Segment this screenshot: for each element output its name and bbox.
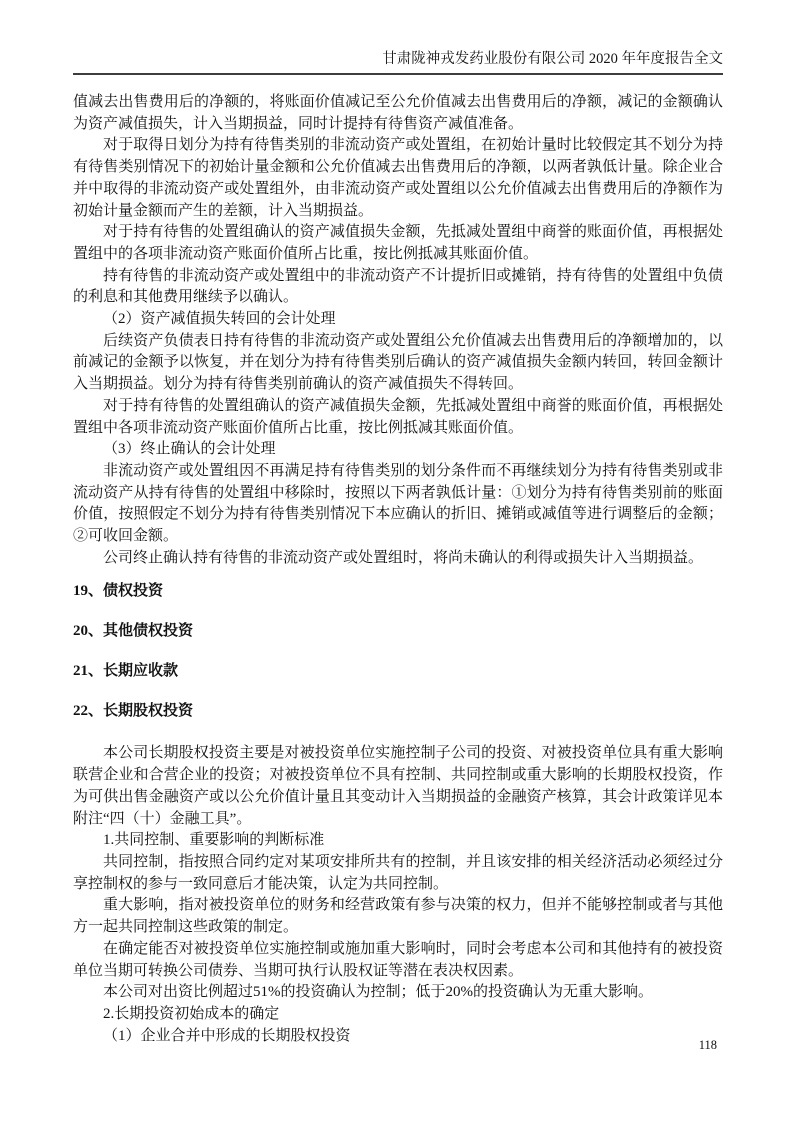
section-heading: 21、长期应收款	[73, 663, 179, 680]
paragraph: 1.共同控制、重要影响的判断标准	[103, 832, 325, 849]
paragraph: （3）终止确认的会计处理	[103, 441, 276, 458]
header-divider-rule	[73, 73, 723, 75]
section-heading: 19、债权投资	[73, 583, 164, 600]
paragraph: 对于持有待售的处置组确认的资产减值损失金额，先抵减处置组中商誉的账面价值，再根据处置组中各项非流动资产账面价值所占比重，按比例抵减其账面价值。	[73, 397, 723, 436]
paragraph: 2.长期投资初始成本的确定	[103, 1005, 280, 1022]
paragraph: 后续资产负债表日持有待售的非流动资产或处置组公允价值减去出售费用后的净额增加的，以前减记的金额予以恢复，并在划分为持有待售类别后确认的资产减值损失金额内转回，转回金额计入当期损益。划分为持有待售类别前确认的资产减值损失不得转回。	[73, 332, 723, 393]
paragraph: （1）企业合并中形成的长期股权投资	[103, 1027, 351, 1044]
paragraph: 在确定能否对被投资单位实施控制或施加重大影响时，同时会考虑本公司和其他持有的被投资单位当期可转换公司债券、当期可执行认股权证等潜在表决权因素。	[73, 940, 723, 979]
paragraph: 对于持有待售的处置组确认的资产减值损失金额，先抵减处置组中商誉的账面价值，再根据处置组中的各项非流动资产账面价值所占比重，按比例抵减其账面价值。	[73, 224, 723, 262]
paragraph: 共同控制，指按照合同约定对某项安排所共有的控制，并且该安排的相关经济活动必须经过分享控制权的参与一致同意后才能决策，认定为共同控制。	[73, 853, 723, 892]
document-body	[73, 92, 723, 1047]
paragraph: 对于取得日划分为持有待售类别的非流动资产或处置组，在初始计量时比较假定其不划分为持有待售类别情况下的初始计量金额和公允价值减去出售费用后的净额，以两者孰低计量。除企业合并中取得的非流动资产或处置组外，由非流动资产或处置组以公允价值减去出售费用后的净额作为初始计量金额而产生的差额，计入当期损益。	[73, 137, 723, 219]
section-heading: 20、其他债权投资	[73, 623, 194, 640]
report-header-title: 甘肃陇神戎发药业股份有限公司 2020 年年度报告全文	[382, 51, 723, 67]
paragraph: 值减去出售费用后的净额的，将账面价值减记至公允价值减去出售费用后的净额，减记的金额确认为资产减值损失，计入当期损益，同时计提持有待售资产减值准备。	[73, 94, 723, 132]
paragraph: 持有待售的非流动资产或处置组中的非流动资产不计提折旧或摊销，持有待售的处置组中负债的利息和其他费用继续予以确认。	[73, 267, 723, 306]
paragraph: （2）资产减值损失转回的会计处理	[103, 311, 336, 328]
paragraph: 非流动资产或处置组因不再满足持有待售类别的划分条件而不再继续划分为持有待售类别或非流动资产从持有待售的处置组中移除时，按照以下两者孰低计量：①划分为持有待售类别前的账面价值，按照假定不划分为持有待售类别情况下本应确认的折旧、摊销或减值等进行调整后的金额；②可收回金额。	[73, 462, 723, 545]
page-header	[73, 50, 723, 75]
paragraph: 重大影响，指对被投资单位的财务和经营政策有参与决策的权力，但并不能够控制或者与其他方一起共同控制这些政策的制定。	[73, 897, 723, 936]
section-heading: 22、长期股权投资	[73, 703, 194, 720]
page-number: 118	[698, 1038, 717, 1052]
paragraph: 本公司长期股权投资主要是对被投资单位实施控制子公司的投资、对被投资单位具有重大影响联营企业和合营企业的投资；对被投资单位不具有控制、共同控制或重大影响的长期股权投资，作为可供出售金融资产或以公允价值计量且其变动计入当期损益的金融资产核算，其会计政策详见本附注“四（十）金融工具”。	[73, 745, 723, 827]
paragraph: 本公司对出资比例超过51%的投资确认为控制；低于20%的投资确认为无重大影响。	[103, 984, 653, 1001]
paragraph: 公司终止确认持有待售的非流动资产或处置组时，将尚未确认的利得或损失计入当期损益。	[103, 549, 704, 566]
